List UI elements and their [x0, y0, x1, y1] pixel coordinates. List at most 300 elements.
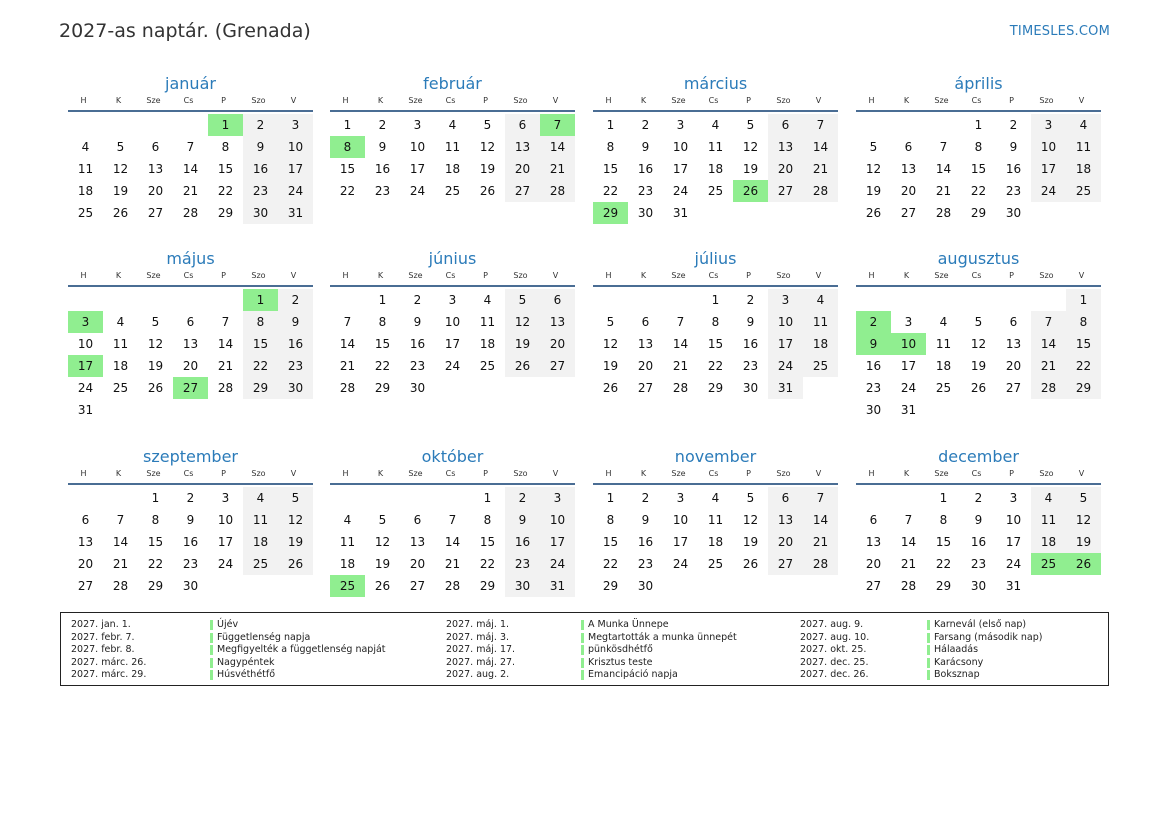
- day-cell: 12: [278, 509, 313, 531]
- legend-holiday-name: Krisztus teste: [588, 656, 653, 668]
- day-cell: 10: [1005, 513, 1022, 527]
- day-cell: 10: [768, 311, 803, 333]
- day-cell: 31: [672, 206, 689, 220]
- legend-date: 2027. máj. 17.: [446, 644, 516, 656]
- day-cell: 23: [970, 557, 987, 571]
- header-rule: [68, 483, 313, 485]
- day-cell: 3: [768, 289, 803, 311]
- day-cell: 16: [637, 162, 654, 176]
- day-cell: 13: [540, 311, 575, 333]
- legend-date: 2027. okt. 25.: [800, 644, 867, 656]
- weekday-label: H: [868, 96, 875, 105]
- weekday-label: V: [815, 96, 822, 105]
- day-cell: 14: [1031, 333, 1066, 355]
- day-cell: 29: [147, 579, 164, 593]
- legend-column: [61, 619, 1101, 682]
- day-cell: 27: [77, 579, 94, 593]
- empty-cell: [400, 487, 435, 509]
- day-cell: 29: [935, 579, 952, 593]
- weekday-label: Sze: [934, 271, 949, 280]
- legend-date: 2027. febr. 8.: [71, 644, 135, 656]
- day-cell: 9: [974, 513, 983, 527]
- day-cell: 24: [768, 355, 803, 377]
- weekday-label: K: [640, 271, 647, 280]
- weekday-header: [591, 468, 838, 483]
- weekday-label: Cs: [445, 96, 456, 105]
- page-title: 2027-as naptár. (Grenada): [59, 20, 311, 42]
- day-cell: 10: [444, 315, 461, 329]
- day-cell: 30: [1005, 206, 1022, 220]
- day-cell: 1: [711, 293, 720, 307]
- day-cell: 25: [1066, 180, 1101, 202]
- day-cell: 11: [77, 162, 94, 176]
- empty-cell: [68, 289, 103, 311]
- day-cell: 2: [746, 293, 755, 307]
- day-cell: 15: [374, 337, 391, 351]
- legend-date: 2027. febr. 7.: [71, 631, 135, 643]
- day-cell: 12: [742, 513, 759, 527]
- day-cell: 26: [865, 206, 882, 220]
- day-cell: 21: [444, 557, 461, 571]
- weekday-label: P: [483, 271, 488, 280]
- holiday-day: 7: [540, 114, 575, 136]
- day-cell: 25: [479, 359, 496, 373]
- weekday-label: V: [1078, 469, 1085, 478]
- header-rule: [593, 285, 838, 287]
- empty-cell: [103, 114, 138, 136]
- day-cell: 21: [540, 158, 575, 180]
- day-cell: 12: [112, 162, 129, 176]
- day-cell: 1: [343, 118, 352, 132]
- weekday-label: V: [290, 469, 297, 478]
- weekday-label: V: [552, 469, 559, 478]
- day-cell: 6: [186, 315, 195, 329]
- weekday-label: V: [552, 96, 559, 105]
- weekday-label: V: [290, 271, 297, 280]
- day-cell: 2: [378, 118, 387, 132]
- day-cell: 20: [182, 359, 199, 373]
- legend-row: [61, 657, 1101, 670]
- day-cell: 2: [278, 289, 313, 311]
- day-cell: 15: [243, 333, 278, 355]
- day-grid: [593, 114, 838, 224]
- day-cell: 13: [768, 509, 803, 531]
- holiday-day: 25: [1031, 553, 1066, 575]
- day-cell: 15: [1066, 333, 1101, 355]
- day-cell: 6: [540, 289, 575, 311]
- weekday-label: Sze: [934, 469, 949, 478]
- day-cell: 5: [1066, 487, 1101, 509]
- day-cell: 28: [339, 381, 356, 395]
- day-cell: 8: [606, 513, 615, 527]
- weekday-label: P: [483, 96, 488, 105]
- day-cell: 28: [935, 206, 952, 220]
- legend-holiday-name: Függetlenség napja: [217, 631, 311, 643]
- day-cell: 16: [374, 162, 391, 176]
- day-cell: 3: [1009, 491, 1018, 505]
- day-cell: 11: [479, 315, 496, 329]
- day-cell: 30: [970, 579, 987, 593]
- day-cell: 18: [112, 359, 129, 373]
- month-name: január: [165, 74, 216, 93]
- day-cell: 13: [768, 136, 803, 158]
- day-cell: 22: [707, 359, 724, 373]
- day-cell: 13: [77, 535, 94, 549]
- day-cell: 21: [672, 359, 689, 373]
- day-cell: 10: [217, 513, 234, 527]
- day-cell: 13: [637, 337, 654, 351]
- day-cell: 11: [803, 311, 838, 333]
- legend-holiday-name: Karnevál (első nap): [934, 619, 1027, 630]
- day-grid: [330, 114, 575, 202]
- day-grid: [330, 487, 575, 597]
- weekday-label: V: [552, 271, 559, 280]
- day-cell: 16: [278, 333, 313, 355]
- day-cell: 3: [904, 315, 913, 329]
- day-cell: 23: [409, 359, 426, 373]
- day-cell: 28: [112, 579, 129, 593]
- weekday-label: Cs: [445, 469, 456, 478]
- day-cell: 26: [112, 206, 129, 220]
- day-cell: 28: [444, 579, 461, 593]
- day-cell: 20: [409, 557, 426, 571]
- weekday-label: H: [342, 469, 349, 478]
- weekday-label: Sze: [146, 96, 161, 105]
- day-cell: 11: [339, 535, 356, 549]
- day-cell: 19: [602, 359, 619, 373]
- day-cell: 12: [742, 140, 759, 154]
- day-cell: 9: [641, 513, 650, 527]
- day-cell: 3: [676, 118, 685, 132]
- day-cell: 10: [540, 509, 575, 531]
- day-cell: 6: [768, 114, 803, 136]
- day-cell: 21: [182, 184, 199, 198]
- day-cell: 26: [970, 381, 987, 395]
- day-cell: 24: [540, 553, 575, 575]
- day-cell: 26: [374, 579, 391, 593]
- day-cell: 8: [974, 140, 983, 154]
- weekday-label: Cs: [183, 271, 194, 280]
- weekday-label: H: [868, 469, 875, 478]
- holiday-day: 10: [891, 333, 926, 355]
- day-cell: 13: [409, 535, 426, 549]
- weekday-label: P: [1009, 271, 1014, 280]
- day-cell: 30: [637, 579, 654, 593]
- month-name: május: [166, 249, 215, 268]
- day-cell: 28: [803, 180, 838, 202]
- weekday-label: Cs: [445, 271, 456, 280]
- day-cell: 1: [151, 491, 160, 505]
- day-cell: 15: [707, 337, 724, 351]
- weekday-label: Sze: [934, 96, 949, 105]
- day-cell: 23: [505, 553, 540, 575]
- day-cell: 27: [865, 579, 882, 593]
- weekday-header: [328, 270, 575, 285]
- month-name: augusztus: [937, 249, 1020, 268]
- day-cell: 14: [672, 337, 689, 351]
- day-cell: 2: [974, 491, 983, 505]
- day-cell: 11: [112, 337, 129, 351]
- day-cell: 10: [1031, 136, 1066, 158]
- day-cell: 7: [116, 513, 125, 527]
- month-5: [68, 248, 313, 421]
- day-cell: 6: [151, 140, 160, 154]
- day-cell: 18: [935, 359, 952, 373]
- day-cell: 26: [147, 381, 164, 395]
- month-name: március: [683, 74, 748, 93]
- weekday-label: P: [221, 96, 226, 105]
- day-cell: 28: [1031, 377, 1066, 399]
- weekday-label: K: [903, 96, 910, 105]
- day-cell: 27: [409, 579, 426, 593]
- holiday-day: 1: [208, 114, 243, 136]
- day-grid: [593, 289, 838, 399]
- day-cell: 24: [217, 557, 234, 571]
- brand-link[interactable]: TIMESLES.COM: [1009, 24, 1110, 39]
- day-cell: 30: [742, 381, 759, 395]
- empty-cell: [208, 289, 243, 311]
- day-cell: 20: [1005, 359, 1022, 373]
- day-cell: 19: [1066, 531, 1101, 553]
- empty-cell: [856, 289, 891, 311]
- day-cell: 25: [707, 557, 724, 571]
- day-cell: 1: [606, 491, 615, 505]
- day-cell: 16: [182, 535, 199, 549]
- day-cell: 1: [1066, 289, 1101, 311]
- day-cell: 31: [540, 575, 575, 597]
- day-cell: 30: [278, 377, 313, 399]
- day-cell: 27: [637, 381, 654, 395]
- day-cell: 24: [278, 180, 313, 202]
- day-cell: 20: [77, 557, 94, 571]
- day-cell: 25: [77, 206, 94, 220]
- legend-date: 2027. aug. 9.: [800, 619, 864, 630]
- weekday-label: V: [815, 469, 822, 478]
- day-cell: 12: [865, 162, 882, 176]
- holiday-day: 9: [856, 333, 891, 355]
- day-cell: 12: [1066, 509, 1101, 531]
- month-6: [330, 248, 575, 399]
- day-cell: 6: [1009, 315, 1018, 329]
- day-grid: [856, 487, 1101, 597]
- day-cell: 19: [742, 535, 759, 549]
- month-name: október: [421, 447, 484, 466]
- day-cell: 12: [602, 337, 619, 351]
- day-cell: 17: [444, 337, 461, 351]
- day-cell: 20: [900, 184, 917, 198]
- header-rule: [68, 285, 313, 287]
- day-cell: 9: [186, 513, 195, 527]
- day-cell: 31: [768, 377, 803, 399]
- day-cell: 4: [711, 118, 720, 132]
- month-name: április: [954, 74, 1003, 93]
- day-cell: 24: [444, 359, 461, 373]
- weekday-label: Cs: [971, 469, 982, 478]
- day-cell: 26: [602, 381, 619, 395]
- day-cell: 10: [672, 513, 689, 527]
- weekday-label: P: [746, 96, 751, 105]
- day-cell: 4: [116, 315, 125, 329]
- holiday-day: 3: [68, 311, 103, 333]
- weekday-label: Sze: [408, 271, 423, 280]
- month-name: szeptember: [142, 447, 238, 466]
- legend-holiday-name: Megtartották a munka ünnepét: [588, 631, 737, 643]
- day-cell: 6: [641, 315, 650, 329]
- day-cell: 23: [865, 381, 882, 395]
- day-cell: 21: [339, 359, 356, 373]
- month-1: [68, 73, 313, 224]
- day-cell: 1: [483, 491, 492, 505]
- day-cell: 5: [606, 315, 615, 329]
- day-cell: 27: [900, 206, 917, 220]
- day-cell: 17: [1005, 535, 1022, 549]
- day-cell: 11: [707, 513, 724, 527]
- empty-cell: [926, 114, 961, 136]
- day-cell: 14: [935, 162, 952, 176]
- day-cell: 5: [869, 140, 878, 154]
- weekday-label: K: [377, 271, 384, 280]
- weekday-label: Sze: [408, 96, 423, 105]
- weekday-header: [591, 270, 838, 285]
- day-cell: 9: [413, 315, 422, 329]
- weekday-label: Sze: [671, 96, 686, 105]
- weekday-label: H: [605, 271, 612, 280]
- weekday-label: K: [377, 96, 384, 105]
- day-cell: 7: [343, 315, 352, 329]
- day-cell: 23: [374, 184, 391, 198]
- legend-date: 2027. márc. 26.: [71, 656, 147, 668]
- day-cell: 21: [1031, 355, 1066, 377]
- weekday-label: H: [80, 96, 87, 105]
- holiday-day: 25: [330, 575, 365, 597]
- day-grid: [856, 114, 1101, 224]
- day-cell: 10: [672, 140, 689, 154]
- day-cell: 20: [540, 333, 575, 355]
- weekday-label: P: [1009, 96, 1014, 105]
- day-cell: 27: [147, 206, 164, 220]
- day-cell: 27: [768, 553, 803, 575]
- day-cell: 9: [641, 140, 650, 154]
- empty-cell: [891, 289, 926, 311]
- day-cell: 20: [147, 184, 164, 198]
- day-cell: 31: [77, 403, 94, 417]
- legend-holiday-name: Húsvéthétfő: [217, 669, 276, 681]
- day-cell: 4: [448, 118, 457, 132]
- day-cell: 21: [112, 557, 129, 571]
- empty-cell: [891, 487, 926, 509]
- day-cell: 15: [602, 535, 619, 549]
- weekday-label: V: [815, 271, 822, 280]
- weekday-label: H: [342, 271, 349, 280]
- day-cell: 7: [221, 315, 230, 329]
- day-cell: 5: [151, 315, 160, 329]
- weekday-label: P: [221, 469, 226, 478]
- weekday-label: K: [377, 469, 384, 478]
- day-cell: 11: [243, 509, 278, 531]
- day-cell: 29: [707, 381, 724, 395]
- month-name: július: [694, 249, 737, 268]
- weekday-label: Cs: [183, 96, 194, 105]
- weekday-label: V: [1078, 271, 1085, 280]
- empty-cell: [996, 289, 1031, 311]
- legend-holiday-name: Boksznap: [934, 669, 980, 681]
- day-cell: 2: [505, 487, 540, 509]
- day-cell: 7: [904, 513, 913, 527]
- weekday-label: H: [80, 271, 87, 280]
- day-cell: 6: [413, 513, 422, 527]
- day-cell: 12: [479, 140, 496, 154]
- day-cell: 23: [637, 184, 654, 198]
- day-cell: 7: [1031, 311, 1066, 333]
- day-cell: 27: [505, 180, 540, 202]
- month-12: [856, 446, 1101, 597]
- holiday-day: 2: [856, 311, 891, 333]
- day-cell: 5: [116, 140, 125, 154]
- weekday-label: Cs: [708, 469, 719, 478]
- day-cell: 11: [444, 140, 461, 154]
- day-cell: 4: [243, 487, 278, 509]
- day-cell: 15: [602, 162, 619, 176]
- day-cell: 14: [182, 162, 199, 176]
- empty-cell: [856, 487, 891, 509]
- day-cell: 18: [479, 337, 496, 351]
- empty-cell: [593, 289, 628, 311]
- day-cell: 17: [278, 158, 313, 180]
- day-cell: 30: [637, 206, 654, 220]
- legend-holiday-name: Emancipáció napja: [588, 669, 678, 681]
- weekday-label: Szo: [1039, 469, 1054, 478]
- day-cell: 24: [1031, 180, 1066, 202]
- day-cell: 22: [602, 184, 619, 198]
- legend-date: 2027. dec. 26.: [800, 669, 869, 681]
- day-cell: 17: [900, 359, 917, 373]
- empty-cell: [663, 289, 698, 311]
- day-cell: 9: [746, 315, 755, 329]
- day-cell: 23: [278, 355, 313, 377]
- day-cell: 14: [803, 509, 838, 531]
- day-cell: 16: [505, 531, 540, 553]
- day-cell: 25: [707, 184, 724, 198]
- weekday-label: V: [1078, 96, 1085, 105]
- day-cell: 2: [186, 491, 195, 505]
- holiday-legend: [60, 612, 1109, 686]
- day-cell: 2: [413, 293, 422, 307]
- holiday-day: 26: [1066, 553, 1101, 575]
- day-cell: 22: [1066, 355, 1101, 377]
- day-cell: 5: [974, 315, 983, 329]
- day-cell: 12: [147, 337, 164, 351]
- month-3: [593, 73, 838, 224]
- day-cell: 20: [865, 557, 882, 571]
- day-grid: [856, 289, 1101, 421]
- header-rule: [856, 483, 1101, 485]
- day-cell: 23: [182, 557, 199, 571]
- day-cell: 7: [939, 140, 948, 154]
- header-rule: [330, 483, 575, 485]
- day-cell: 19: [970, 359, 987, 373]
- day-cell: 7: [448, 513, 457, 527]
- weekday-label: Szo: [1039, 96, 1054, 105]
- weekday-label: K: [903, 469, 910, 478]
- day-cell: 12: [505, 311, 540, 333]
- day-cell: 8: [483, 513, 492, 527]
- day-cell: 7: [676, 315, 685, 329]
- day-cell: 10: [77, 337, 94, 351]
- empty-cell: [891, 114, 926, 136]
- weekday-label: K: [640, 96, 647, 105]
- day-cell: 14: [217, 337, 234, 351]
- day-cell: 30: [182, 579, 199, 593]
